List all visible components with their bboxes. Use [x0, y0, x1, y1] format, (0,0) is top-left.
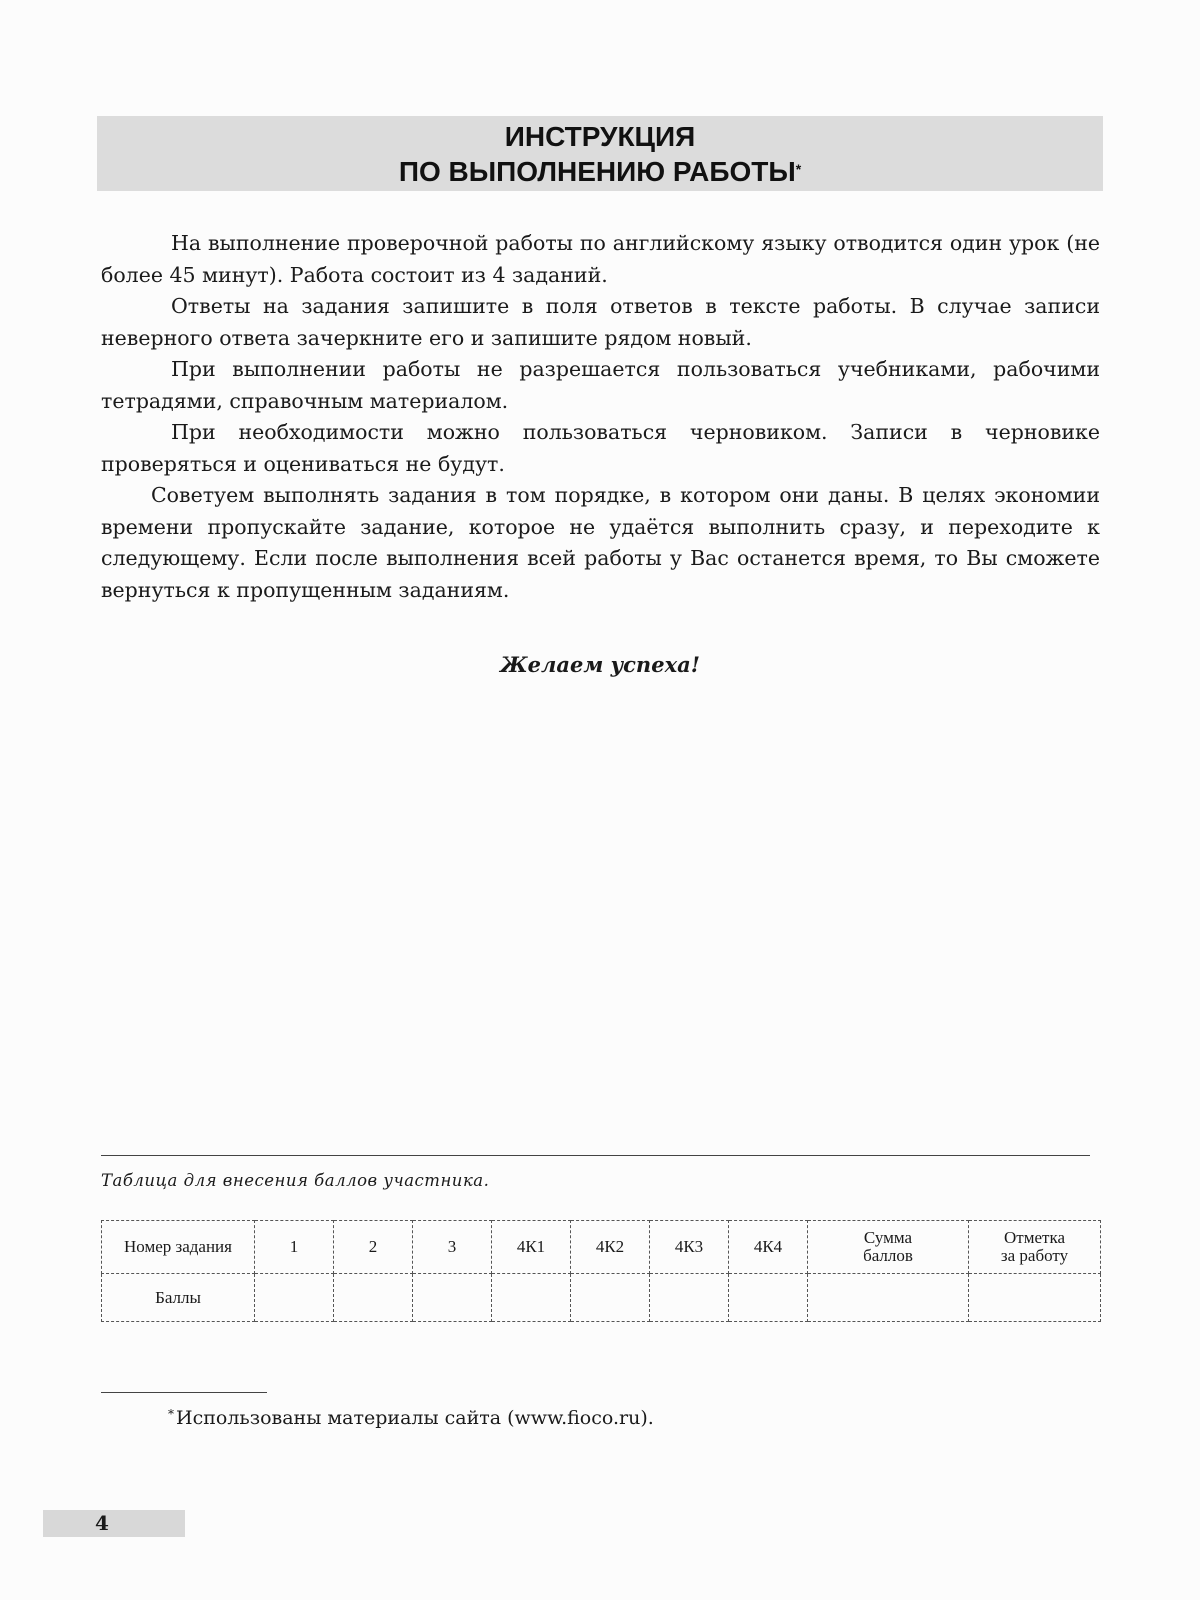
header-task: 4К4	[729, 1221, 808, 1274]
paragraph-3: При выполнении работы не разрешается пользоваться учебниками, рабочими тетрадями, справочным материалом.	[101, 357, 1100, 413]
title-footnote-mark: *	[795, 161, 802, 177]
score-cell[interactable]	[729, 1274, 808, 1322]
mark-cell[interactable]	[969, 1274, 1101, 1322]
header-sum: Сумма баллов	[808, 1221, 969, 1274]
header-task-number: Номер задания	[102, 1221, 255, 1274]
header-task: 3	[413, 1221, 492, 1274]
header-task: 4К2	[571, 1221, 650, 1274]
score-table	[101, 1220, 1101, 1322]
page-number: 4	[95, 1511, 109, 1535]
instructions-body	[101, 228, 1100, 606]
page-number-band	[43, 1510, 185, 1537]
sum-cell[interactable]	[808, 1274, 969, 1322]
score-cell[interactable]	[334, 1274, 413, 1322]
header-task: 4К3	[650, 1221, 729, 1274]
score-cell[interactable]	[255, 1274, 334, 1322]
score-cell[interactable]	[571, 1274, 650, 1322]
header-task: 2	[334, 1221, 413, 1274]
header-mark: Отметка за работу	[969, 1221, 1101, 1274]
separator-line	[101, 1155, 1090, 1156]
footnote	[168, 1407, 654, 1429]
score-cell[interactable]	[650, 1274, 729, 1322]
table-caption: Таблица для внесения баллов участника.	[101, 1171, 490, 1190]
paragraph-5: Советуем выполнять задания в том порядке, в котором они даны. В целях экономии времени пропускайте задание, которое не удаётся выполнить сразу, и переходите к следующему. Если после выполнения всей работы у Вас останется время, то Вы сможете вернуться к пропущенным заданиям.	[101, 483, 1100, 602]
paragraph-2: Ответы на задания запишите в поля ответов в тексте работы. В случае записи неверного ответа зачеркните его и запишите рядом новый.	[101, 294, 1100, 350]
footnote-mark: *	[168, 1407, 174, 1421]
table-score-row	[102, 1274, 1101, 1322]
footnote-text: Использованы материалы сайта (www.fioco.ru).	[176, 1407, 654, 1429]
row-label-points: Баллы	[102, 1274, 255, 1322]
table-header-row	[102, 1221, 1101, 1274]
footnote-separator	[101, 1392, 267, 1393]
title-line-1: ИНСТРУКЦИЯ	[504, 121, 696, 152]
title-banner	[97, 116, 1103, 191]
good-luck-wish: Желаем успеха!	[500, 652, 700, 677]
score-cell[interactable]	[492, 1274, 571, 1322]
score-cell[interactable]	[413, 1274, 492, 1322]
header-task: 1	[255, 1221, 334, 1274]
title-line-2: ПО ВЫПОЛНЕНИЮ РАБОТЫ*	[398, 156, 802, 187]
paragraph-4: При необходимости можно пользоваться черновиком. Записи в черновике проверяться и оцениваться не будут.	[101, 420, 1100, 476]
paragraph-1: На выполнение проверочной работы по английскому языку отводится один урок (не более 45 минут). Работа состоит из 4 заданий.	[101, 231, 1100, 287]
header-task: 4К1	[492, 1221, 571, 1274]
